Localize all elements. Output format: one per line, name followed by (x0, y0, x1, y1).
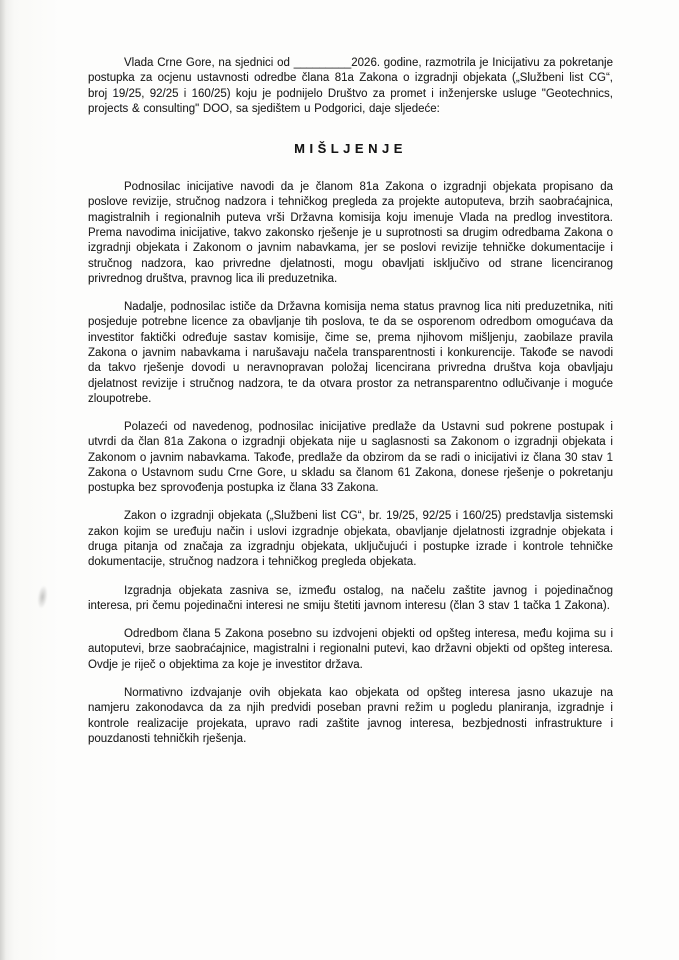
body-paragraph-4: Zakon o izgradnji objekata („Službeni list CG“, br. 19/25, 92/25 i 160/25) predstavlja sistemski zakon kojim se uređuju način i uslovi izgradnje objekata, obavljanje djelatnosti izgradnje objekata i druga pitanja od značaja za izgradnju objekata, uključujući i postupke izrade i kontrole tehničke dokumentacije, stručnog nadzora i tehničkog pregleda objekata. (88, 510, 613, 569)
body-paragraph-2: Nadalje, podnosilac ističe da Državna komisija nema status pravnog lica niti preduzetnika, niti posjeduje potrebne licence za obavljanje tih poslova, te da se osporenom odredbom omogućava da investitor faktički određuje sastav komisije, čime se, prema njihovom mišljenju, zaobilaze pravila Zakona o javnim nabavkama i narušavaju načela transparentnosti i konkurencije. Takođe se navodi da takvo rješenje dovodi u neravnopravan položaj licencirana privredna društva koja obavljaju djelatnost revizije i stručnog nadzora, te da otvara prostor za netransparentno odlučivanje i moguće zloupotrebe. (88, 301, 613, 405)
body-paragraph-6: Odredbom člana 5 Zakona posebno su izdvojeni objekti od opšteg interesa, među kojima su i autoputevi, brze saobraćajnice, magistralni i regionalni putevi, kao državni objekti od opšteg interesa. Ovdje je riječ o objektima za koje je investitor država. (88, 628, 613, 671)
document-heading: MIŠLJENJE (294, 141, 407, 157)
body-paragraph-1: Podnosilac inicijative navodi da je članom 81a Zakona o izgradnji objekata propisano da poslove revizije, stručnog nadzora i tehničkog pregleda za projekte autoputeva, brzih saobraćajnica, magistralnih i regionalnih puteva vrši Državna komisija koju imenuje Vlada na predlog investitora. Prema navodima inicijative, takvo zakonsko rješenje je u suprotnosti sa drugim odredbama Zakona o izgradnji objekata i Zakonom o javnim nabavkama, jer se poslovi revizije tehničke dokumentacije i stručnog nadzora, kao privredne djelatnosti, mogu obavljati isključivo od strane licenciranog privrednog društva, pravnog lica ili preduzetnika. (88, 181, 613, 285)
body-paragraph-3: Polazeći od navedenog, podnosilac inicijative predlaže da Ustavni sud pokrene postupak i utvrdi da član 81a Zakona o izgradnji objekata nije u saglasnosti sa Zakonom o izgradnji objekata i Zakonom o javnim nabavkama. Takođe, predlaže da obzirom da se radi o inicijativi iz člana 30 stav 1 Zakona o Ustavnom sudu Crne Gore, u skladu sa članom 61 Zakona, donese rješenje o pokretanju postupka bez sprovođenja postupka iz člana 33 Zakona. (88, 421, 613, 495)
body-paragraph-7: Normativno izdvajanje ovih objekata kao objekata od opšteg interesa jasno ukazuje na namjeru zakonodavca da za njih predvidi poseban pravni režim u pogledu planiranja, izgradnje i kontrole realizacije projekata, upravo radi zaštite javnog interesa, bezbjednosti infrastrukture i pouzdanosti tehničkih rješenja. (88, 687, 613, 745)
body-paragraph-5: Izgradnja objekata zasniva se, između ostalog, na načelu zaštite javnog i pojedinačnog interesa, pri čemu pojedinačni interesi ne smiju štetiti javnom interesu (član 3 stav 1 tačka 1 Zakona). (88, 584, 613, 612)
intro-paragraph: Vlada Crne Gore, na sjednici od _________2026. godine, razmotrila je Inicijativu za pokretanje postupka za ocjenu ustavnosti odredbe člana 81a Zakona o izgradnji objekata („Službeni list CG“, broj 19/25, 92/25 i 160/25) koju je podnijelo Društvo za promet i inženjerske usluge "Geotechnics, projects & consulting" DOO, sa sjedištem u Podgorici, daje sljedeće: (88, 57, 613, 115)
